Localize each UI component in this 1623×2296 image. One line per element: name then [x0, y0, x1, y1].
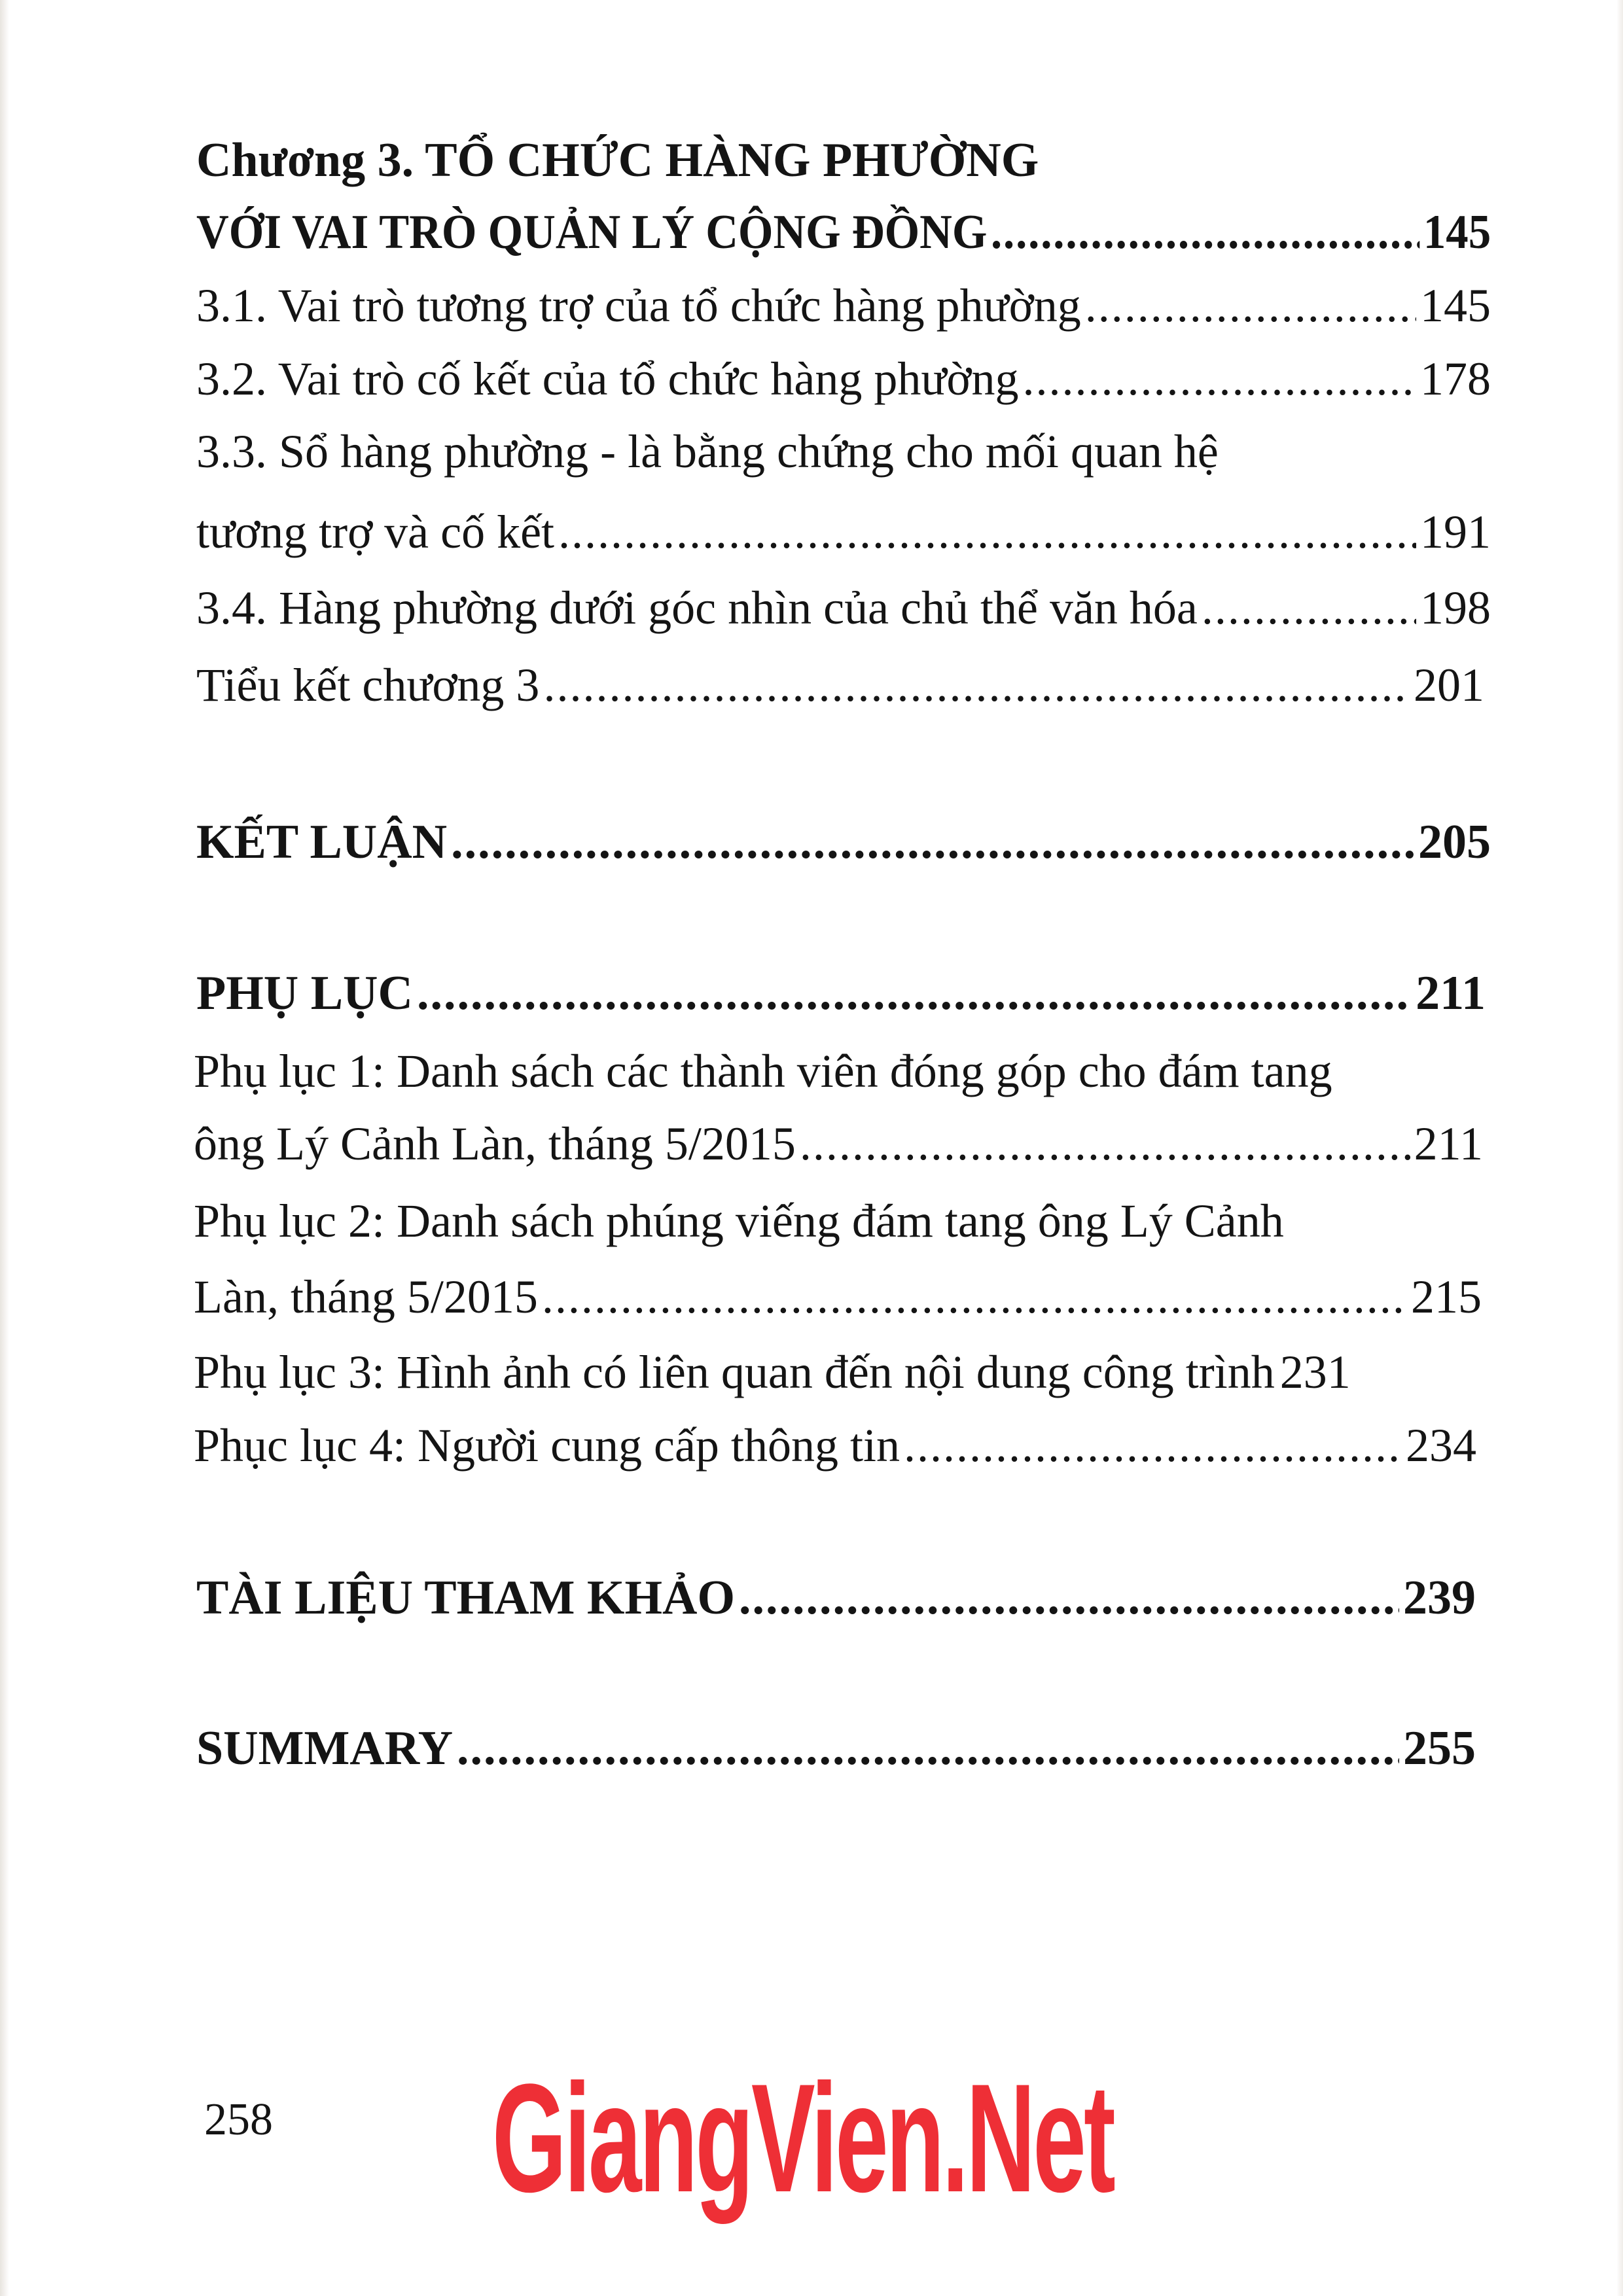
- toc-page-number: 239: [1403, 1571, 1476, 1625]
- toc-entry-title: 3.3. Sổ hàng phường - là bằng chứng cho mối quan hệ: [196, 425, 1219, 478]
- toc-entry-appendix-2-line2[interactable]: [194, 1267, 1482, 1326]
- page-number: 258: [204, 2094, 273, 2145]
- toc-entry-conclusion[interactable]: [196, 813, 1491, 872]
- toc-entry-title: 3.2. Vai trò cố kết của tổ chức hàng phường: [196, 353, 1019, 405]
- toc-page-number: 178: [1420, 353, 1491, 405]
- dot-leader: [457, 1719, 1399, 1778]
- toc-entry-appendix-1-line1[interactable]: [194, 1042, 1332, 1101]
- toc-entry-title: SUMMARY: [196, 1722, 454, 1775]
- toc-entry-appendix[interactable]: [196, 964, 1486, 1023]
- dot-leader: [451, 813, 1414, 872]
- chapter-3-heading-line2[interactable]: [196, 203, 1491, 262]
- toc-entry-title: TÀI LIỆU THAM KHẢO: [196, 1571, 736, 1625]
- toc-entry-title: Phụ lục 2: Danh sách phúng viếng đám tang ông Lý Cảnh: [194, 1195, 1284, 1247]
- toc-entry-appendix-2-line1[interactable]: [194, 1192, 1284, 1250]
- toc-entry-title: KẾT LUẬN: [196, 815, 448, 869]
- toc-entry-title: VỚI VAI TRÒ QUẢN LÝ CỘNG ĐỒNG: [196, 205, 988, 259]
- dot-leader: [739, 1568, 1399, 1627]
- toc-entry-title: Làn, tháng 5/2015: [194, 1271, 538, 1323]
- toc-entry-appendix-1-line2[interactable]: [194, 1114, 1483, 1173]
- toc-page-number: 255: [1403, 1722, 1476, 1775]
- toc-entry-title: Phụ lục 3: Hình ảnh có liên quan đến nội dung công trình: [194, 1346, 1275, 1398]
- toc-page-number: 191: [1420, 506, 1491, 558]
- dot-leader: [558, 503, 1416, 561]
- toc-entry-3-2[interactable]: [196, 349, 1491, 408]
- dot-leader: [1085, 276, 1416, 335]
- toc-entry-title: 3.1. Vai trò tương trợ của tổ chức hàng phường: [196, 279, 1081, 332]
- toc-entry-title: PHỤ LỤC: [196, 966, 413, 1020]
- toc-entry-references[interactable]: [196, 1568, 1476, 1627]
- toc-entry-title: ông Lý Cảnh Làn, tháng 5/2015: [194, 1118, 796, 1170]
- toc-entry-chapter-3-summary[interactable]: [196, 656, 1484, 715]
- toc-entry-3-3-line1[interactable]: [196, 422, 1219, 481]
- toc-page-number: 145: [1423, 205, 1491, 259]
- dot-leader: [991, 203, 1419, 262]
- toc-entry-title: Tiểu kết chương 3: [196, 659, 540, 711]
- toc-entry-title: tương trợ và cố kết: [196, 506, 555, 558]
- toc-page-number: 201: [1414, 659, 1484, 711]
- toc-page-number: 205: [1418, 815, 1491, 869]
- toc-page-number: 234: [1406, 1419, 1476, 1472]
- page-shadow-left: [0, 0, 9, 2296]
- watermark-logo: GiangVien.Net: [492, 2052, 1114, 2225]
- dot-leader: [543, 656, 1410, 715]
- toc-page-number: 211: [1416, 966, 1486, 1020]
- toc-page-number: 231: [1279, 1346, 1351, 1398]
- toc-page-number: 145: [1420, 279, 1491, 332]
- chapter-3-heading-line1: Chương 3. TỔ CHỨC HÀNG PHƯỜNG: [196, 133, 1039, 187]
- toc-entry-title: 3.4. Hàng phường dưới góc nhìn của chủ thể văn hóa: [196, 582, 1198, 634]
- page-shadow-right: [1616, 0, 1623, 2296]
- dot-leader: [542, 1267, 1407, 1326]
- dot-leader: [904, 1416, 1402, 1475]
- dot-leader: [1022, 349, 1416, 408]
- toc-entry-3-1[interactable]: [196, 276, 1491, 335]
- dot-leader: [1202, 578, 1416, 637]
- toc-page-number: 198: [1420, 582, 1491, 634]
- toc-entry-appendix-3[interactable]: [194, 1343, 1476, 1402]
- toc-entry-summary[interactable]: [196, 1719, 1476, 1778]
- toc-page-number: 211: [1414, 1118, 1483, 1170]
- dot-leader: [417, 964, 1412, 1023]
- dot-leader: [800, 1114, 1410, 1173]
- toc-entry-title: Phục lục 4: Người cung cấp thông tin: [194, 1419, 900, 1472]
- toc-entry-3-3-line2[interactable]: [196, 503, 1491, 561]
- toc-page-number: 215: [1411, 1271, 1482, 1323]
- toc-entry-title: Phụ lục 1: Danh sách các thành viên đóng góp cho đám tang: [194, 1045, 1332, 1097]
- toc-entry-3-4[interactable]: [196, 578, 1491, 637]
- toc-entry-appendix-4[interactable]: [194, 1416, 1476, 1475]
